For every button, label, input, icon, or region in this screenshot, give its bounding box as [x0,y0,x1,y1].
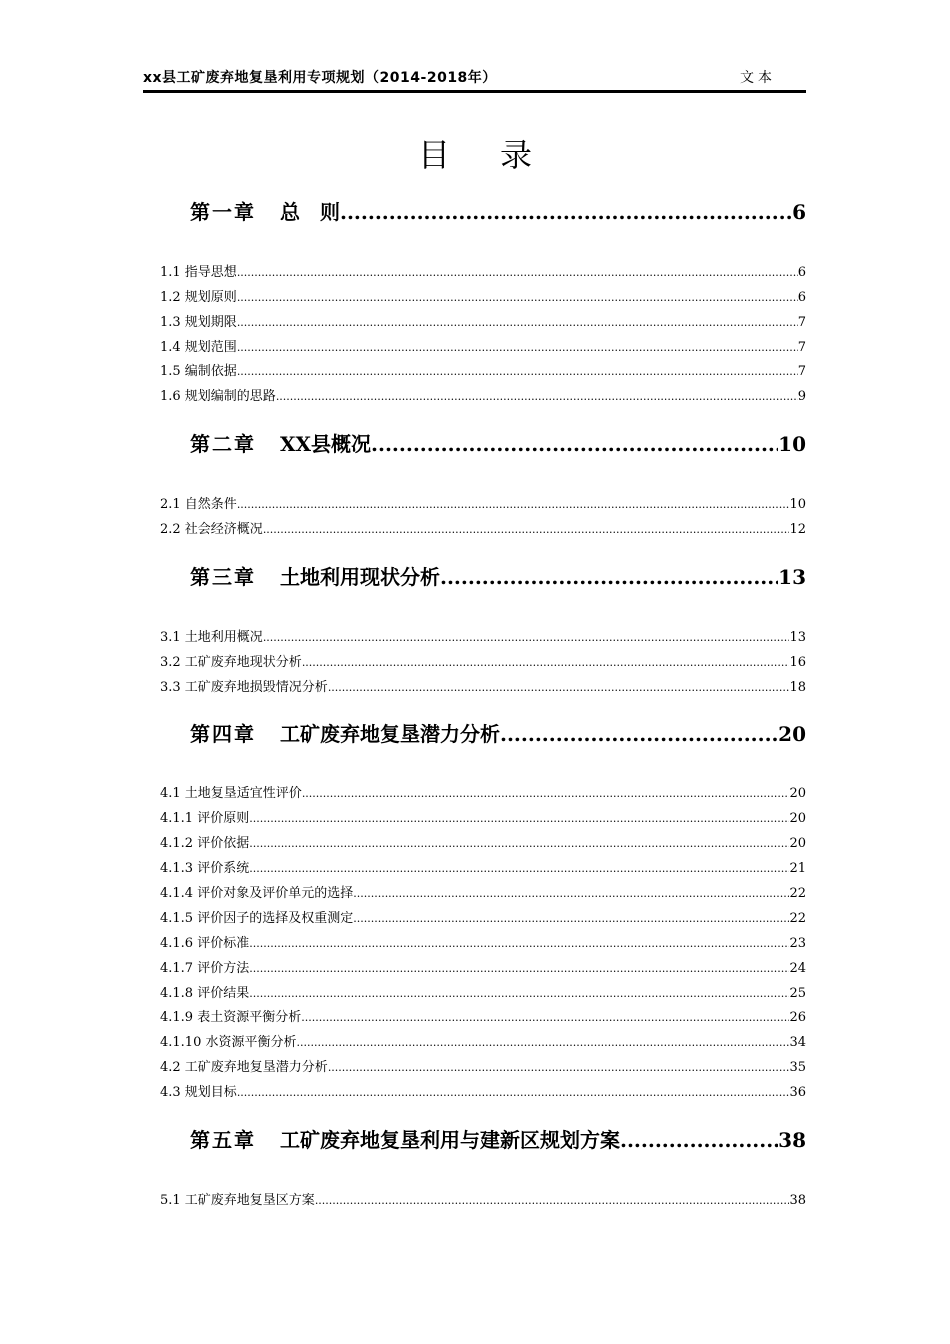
toc-chapter-4[interactable] [160,718,806,747]
toc-entry[interactable] [160,807,806,826]
entry-label: 4.1.3 评价系统 [160,861,250,876]
chapter-number: 第三章 [190,565,256,589]
toc-chapter-5[interactable] [160,1124,806,1153]
toc-entry[interactable] [160,957,806,976]
entry-label: 4.3 规划目标 [160,1085,237,1100]
chapter-page: 10 [778,432,806,456]
entry-page: 24 [789,961,806,976]
dot-leader [276,390,798,403]
toc-entry[interactable] [160,336,806,355]
toc-entry[interactable] [160,932,806,951]
entry-label: 4.1.2 评价依据 [160,836,250,851]
entry-label: 2.1 自然条件 [160,497,237,512]
dot-leader [302,787,790,800]
chapter-page: 20 [778,722,806,746]
entry-page: 35 [789,1060,806,1075]
entry-page: 34 [789,1035,806,1050]
entry-page: 10 [789,497,806,512]
dot-leader [237,498,790,511]
dot-leader [237,266,798,279]
chapter-title: XX县概况 [280,432,372,456]
entry-label: 4.1.4 评价对象及评价单元的选择 [160,886,354,901]
entry-page: 20 [789,786,806,801]
dot-leader [249,862,789,875]
chapter-title: 总 则 [280,200,340,224]
toc-entry[interactable] [160,857,806,876]
toc-entry[interactable] [160,982,806,1001]
toc-entry[interactable] [160,261,806,280]
dot-leader [249,987,789,1000]
toc-entry[interactable] [160,493,806,512]
dot-leader [620,1128,778,1152]
dot-leader [440,565,778,589]
toc-entry[interactable] [160,907,806,926]
toc-entry[interactable] [160,360,806,379]
toc-entry[interactable] [160,385,806,404]
header-doc-type: 文本 [740,70,776,86]
toc-entry[interactable] [160,518,806,537]
entry-page: 22 [789,886,806,901]
chapter-title: 工矿废弃地复垦利用与建新区规划方案 [280,1128,620,1152]
chapter-page: 6 [792,200,806,224]
dot-leader [237,1086,790,1099]
toc-chapter-2[interactable] [160,428,806,457]
entry-page: 6 [797,290,806,305]
dot-leader [263,631,790,644]
dot-leader [353,912,789,925]
entry-label: 1.4 规划范围 [160,340,237,355]
dot-leader [237,341,798,354]
chapter-title: 工矿废弃地复垦潜力分析 [280,722,500,746]
toc-entry[interactable] [160,311,806,330]
entry-label: 4.1.7 评价方法 [160,961,250,976]
entry-page: 7 [797,340,806,355]
entry-label: 1.1 指导思想 [160,265,237,280]
entry-label: 1.5 编制依据 [160,364,237,379]
toc-entry[interactable] [160,1006,806,1025]
dot-leader [249,937,789,950]
entry-page: 12 [789,522,806,537]
dot-leader [237,316,798,329]
toc-entry[interactable] [160,1031,806,1050]
entry-label: 1.6 规划编制的思路 [160,389,276,404]
chapter-number: 第一章 [190,200,256,224]
toc-entry[interactable] [160,782,806,801]
entry-label: 4.1.10 水资源平衡分析 [160,1035,297,1050]
entry-label: 4.1.5 评价因子的选择及权重测定 [160,911,354,926]
entry-page: 18 [789,680,806,695]
dot-leader [371,432,778,456]
dot-leader [263,523,790,536]
dot-leader [353,887,789,900]
toc-entry[interactable] [160,286,806,305]
toc-title: 目录 [417,136,582,174]
entry-label: 3.1 土地利用概况 [160,630,263,645]
page-header [143,66,806,93]
entry-page: 7 [797,364,806,379]
chapter-number: 第五章 [190,1128,256,1152]
entry-page: 7 [797,315,806,330]
entry-page: 38 [789,1193,806,1208]
entry-page: 6 [797,265,806,280]
entry-page: 36 [789,1085,806,1100]
dot-leader [328,1061,790,1074]
header-title: xx县工矿废弃地复垦利用专项规划（2014-2018年） [143,70,497,86]
dot-leader [315,1194,790,1207]
chapter-title: 土地利用现状分析 [280,565,440,589]
entry-label: 3.3 工矿废弃地损毁情况分析 [160,680,328,695]
dot-leader [301,1011,789,1024]
toc-entry[interactable] [160,1081,806,1100]
entry-page: 20 [789,836,806,851]
chapter-page: 13 [778,565,806,589]
toc-entry[interactable] [160,626,806,645]
entry-page: 9 [797,389,806,404]
toc-chapter-1[interactable] [160,196,806,225]
toc-chapter-3[interactable] [160,561,806,590]
dot-leader [249,812,789,825]
entry-page: 22 [789,911,806,926]
dot-leader [249,837,789,850]
toc-entry[interactable] [160,1056,806,1075]
toc-entry[interactable] [160,882,806,901]
entry-page: 23 [789,936,806,951]
dot-leader [237,365,798,378]
dot-leader [500,722,778,746]
entry-label: 4.1 土地复垦适宜性评价 [160,786,302,801]
entry-page: 26 [789,1010,806,1025]
toc-entry[interactable] [160,832,806,851]
chapter-number: 第二章 [190,432,256,456]
toc-entry[interactable] [160,651,806,670]
dot-leader [296,1036,789,1049]
entry-label: 1.2 规划原则 [160,290,237,305]
entry-page: 25 [789,986,806,1001]
dot-leader [340,200,792,224]
chapter-number: 第四章 [190,722,256,746]
entry-label: 4.2 工矿废弃地复垦潜力分析 [160,1060,328,1075]
entry-label: 4.1.9 表土资源平衡分析 [160,1010,302,1025]
dot-leader [328,681,790,694]
toc-entry[interactable] [160,1189,806,1208]
chapter-page: 38 [778,1128,806,1152]
entry-page: 16 [789,655,806,670]
entry-page: 21 [789,861,806,876]
entry-label: 3.2 工矿废弃地现状分析 [160,655,302,670]
dot-leader [237,291,798,304]
dot-leader [302,656,790,669]
entry-label: 4.1.8 评价结果 [160,986,250,1001]
entry-label: 5.1 工矿废弃地复垦区方案 [160,1193,315,1208]
entry-label: 1.3 规划期限 [160,315,237,330]
dot-leader [249,962,789,975]
entry-label: 2.2 社会经济概况 [160,522,263,537]
entry-page: 20 [789,811,806,826]
toc-entry[interactable] [160,676,806,695]
entry-page: 13 [789,630,806,645]
entry-label: 4.1.6 评价标准 [160,936,250,951]
entry-label: 4.1.1 评价原则 [160,811,250,826]
